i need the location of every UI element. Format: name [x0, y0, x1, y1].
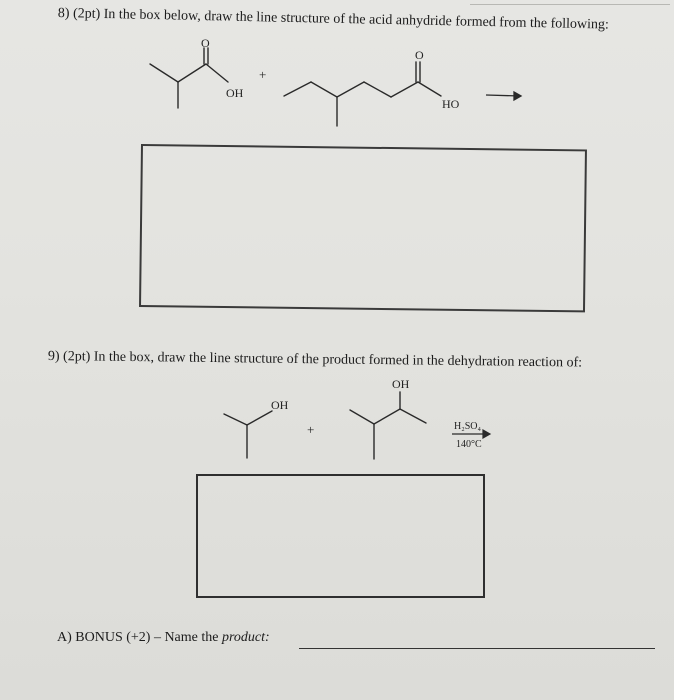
- bonus-question: [57, 630, 270, 646]
- q9-hydroxyl-1: OH: [271, 398, 289, 412]
- q9-molecule-1: [224, 411, 272, 458]
- question-8-number: 8): [57, 6, 70, 22]
- question-9-prompt: In the box, draw the line structure of the product formed in the dehydration reaction of:: [93, 349, 583, 371]
- question-9-number: 9): [47, 349, 60, 365]
- question-8-prompt: In the box below, draw the line structure of the acid anhydride formed from the following:: [103, 6, 610, 33]
- bonus-label: A) BONUS (+2) – Name the: [57, 630, 222, 645]
- q8-reaction-arrow: [486, 92, 521, 100]
- q8-plus-sign: +: [259, 67, 267, 82]
- q8-hydroxyl-1: OH: [226, 86, 244, 100]
- q8-molecule-2: [284, 62, 441, 126]
- q9-molecule-2: [350, 392, 426, 459]
- question-8-answer-box[interactable]: [139, 144, 587, 312]
- question-9-answer-box[interactable]: [196, 474, 485, 598]
- q9-temperature: 140°C: [456, 439, 482, 450]
- q9-reagent: H₂SO₄: [454, 421, 481, 432]
- question-8-points: (2pt): [72, 6, 101, 22]
- q8-hydroxyl-2: HO: [442, 97, 460, 111]
- question-9-points: (2pt): [62, 349, 91, 365]
- q8-molecule-1: [150, 48, 228, 108]
- bonus-emphasis: product:: [221, 630, 270, 645]
- q8-oxygen-1: O: [201, 36, 210, 50]
- q8-oxygen-2: O: [415, 48, 424, 62]
- q9-hydroxyl-2: OH: [392, 377, 410, 391]
- q9-plus-sign: +: [307, 422, 315, 437]
- bonus-answer-line[interactable]: [299, 648, 655, 649]
